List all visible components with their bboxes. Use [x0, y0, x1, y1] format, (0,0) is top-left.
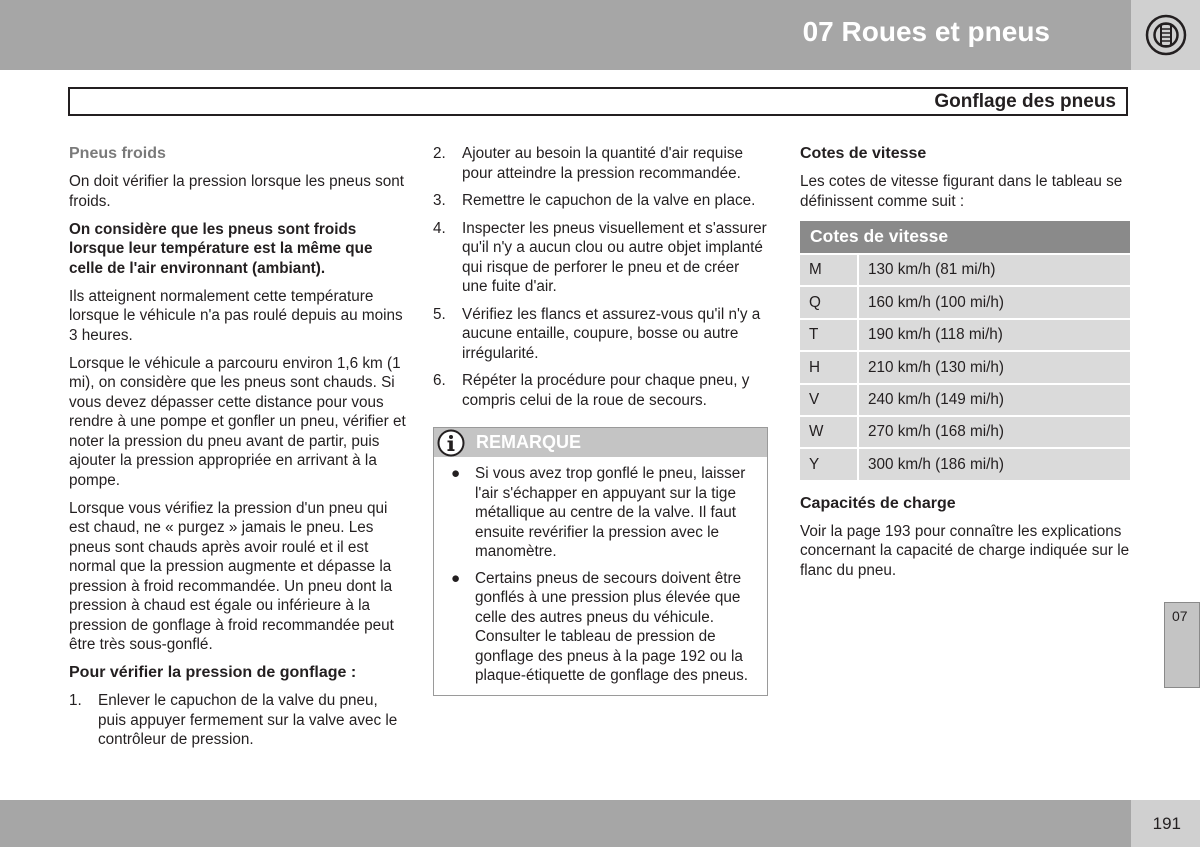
- step-text: Répéter la procédure pour chaque pneu, y compris celui de la roue de secours.: [462, 372, 750, 409]
- table-row: [800, 254, 1130, 286]
- footer-page-box: [1131, 800, 1200, 847]
- step-number: 1.: [69, 692, 82, 709]
- step-number: 5.: [433, 305, 446, 323]
- paragraph: On doit vérifier la pression lorsque les pneus sont froids.: [69, 173, 405, 210]
- speed-value: 270 km/h (168 mi/h): [858, 416, 1130, 448]
- step-number: 6.: [433, 372, 446, 389]
- speed-code: Q: [800, 286, 858, 318]
- chapter-icon-box: [1131, 0, 1200, 70]
- load-capacity-heading: Capacités de charge: [800, 494, 956, 512]
- speed-code: T: [800, 319, 858, 351]
- note-title: REMARQUE: [476, 431, 582, 452]
- speed-ratings-table: [800, 221, 1130, 480]
- step-number: 2.: [433, 145, 446, 162]
- speed-value: 240 km/h (149 mi/h): [858, 384, 1130, 416]
- tire-icon: [1145, 14, 1187, 56]
- speed-code: M: [800, 254, 858, 286]
- chapter-title: 07 Roues et pneus: [802, 16, 1050, 47]
- column-left: [69, 144, 409, 758]
- speed-ratings-heading: Cotes de vitesse: [800, 145, 927, 162]
- table-row: [800, 448, 1130, 479]
- bullet-mark: ●: [451, 569, 461, 587]
- table-header: Cotes de vitesse: [800, 221, 1130, 254]
- step-item: [433, 219, 768, 297]
- column-middle: [433, 144, 768, 696]
- step-number: 3.: [433, 192, 446, 209]
- note-box: [433, 427, 768, 696]
- speed-value: 160 km/h (100 mi/h): [858, 286, 1130, 318]
- bullet-text: Certains pneus de secours doivent être gonflés à une pression plus élevée que celle des autres pneus du véhicule. Consulter le tableau de pression de gonflage des pneus à la page 192 ou la plaque-étiquette de gonflage des pneus.: [475, 569, 749, 684]
- step-text: Enlever le capuchon de la valve du pneu, puis appuyer fermement sur la valve avec le contrôleur de pression.: [98, 692, 398, 748]
- table-row: [800, 384, 1130, 416]
- header-bar: [0, 0, 1131, 70]
- step-text: Vérifiez les flancs et assurez-vous qu'il n'y a aucune entaille, coupure, bosse ou autre irrégularité.: [462, 305, 761, 362]
- step-item: [433, 144, 768, 183]
- paragraph: Ils atteignent normalement cette température lorsque le véhicule n'a pas roulé depuis au moins 3 heures.: [69, 287, 403, 344]
- table-row: [800, 416, 1130, 448]
- step-text: Inspecter les pneus visuellement et s'assurer qu'il n'y a aucun clou ou autre objet implanté qui risque de perforer le pneu et de créer une fuite d'air.: [462, 219, 767, 295]
- speed-code: H: [800, 351, 858, 383]
- subhead-cold-tires: Pneus froids: [69, 145, 166, 162]
- speed-value: 130 km/h (81 mi/h): [858, 254, 1130, 286]
- note-header: [434, 428, 767, 457]
- step-item: [433, 305, 768, 364]
- table-row: [800, 319, 1130, 351]
- note-bullet: [444, 464, 753, 562]
- speed-value: 300 km/h (186 mi/h): [858, 448, 1130, 479]
- table-row: [800, 286, 1130, 318]
- side-tab-label: 07: [1172, 608, 1188, 624]
- footer-bar: [0, 800, 1131, 847]
- page-number: 191: [1152, 814, 1181, 833]
- bullet-mark: ●: [451, 465, 461, 482]
- step-text: Ajouter au besoin la quantité d'air requise pour atteindre la pression recommandée.: [462, 145, 743, 182]
- section-title: Gonflage des pneus: [934, 91, 1116, 112]
- table-row: [800, 351, 1130, 383]
- section-title-box: [68, 87, 1128, 116]
- speed-code: Y: [800, 448, 858, 479]
- paragraph-bold: On considère que les pneus sont froids lorsque leur température est la même que celle de l'air environnant (ambiant).: [69, 220, 373, 277]
- paragraph: Lorsque le véhicule a parcouru environ 1,6 km (1 mi), on considère que les pneus sont chauds. Si vous devez dépasser cette distance pour vous rendre à une pompe et gonfler un pneu, vérifier et noter la pression du pneu avant de partir, puis ajouter la pression appropriée en arrivant à la pompe.: [69, 354, 406, 489]
- step-number: 4.: [433, 219, 446, 237]
- speed-value: 210 km/h (130 mi/h): [858, 351, 1130, 383]
- bullet-text: Si vous avez trop gonflé le pneu, laisser l'air s'échapper en appuyant sur la tige métallique au centre de la valve. Il faut ensuite revérifier la pression avec le manomètre.: [475, 465, 746, 560]
- paragraph: Voir la page 193 pour connaître les explications concernant la capacité de charge indiquée sur le flanc du pneu.: [800, 522, 1130, 579]
- info-icon: [437, 429, 465, 457]
- paragraph: Lorsque vous vérifiez la pression d'un pneu qui est chaud, ne « purgez » jamais le pneu. Les pneus sont chauds après avoir roulé et il est normal que la pression augmente et dépasse la pression à froid recommandée. Un pneu dont la pression à chaud est égale ou inférieure à la pression de gonflage à froid recommandée peut être très sous-gonflé.: [69, 499, 394, 653]
- step-item: [69, 691, 409, 750]
- step-item: [433, 371, 768, 410]
- speed-code: V: [800, 384, 858, 416]
- speed-value: 190 km/h (118 mi/h): [858, 319, 1130, 351]
- procedure-heading: Pour vérifier la pression de gonflage :: [69, 664, 357, 681]
- paragraph: Les cotes de vitesse figurant dans le tableau se définissent comme suit :: [800, 173, 1123, 210]
- chapter-side-tab: [1164, 602, 1200, 688]
- note-bullet: [444, 569, 753, 686]
- note-body: [434, 457, 767, 695]
- step-text: Remettre le capuchon de la valve en place.: [462, 192, 756, 209]
- speed-code: W: [800, 416, 858, 448]
- step-item: [433, 191, 768, 211]
- column-right: [800, 144, 1130, 589]
